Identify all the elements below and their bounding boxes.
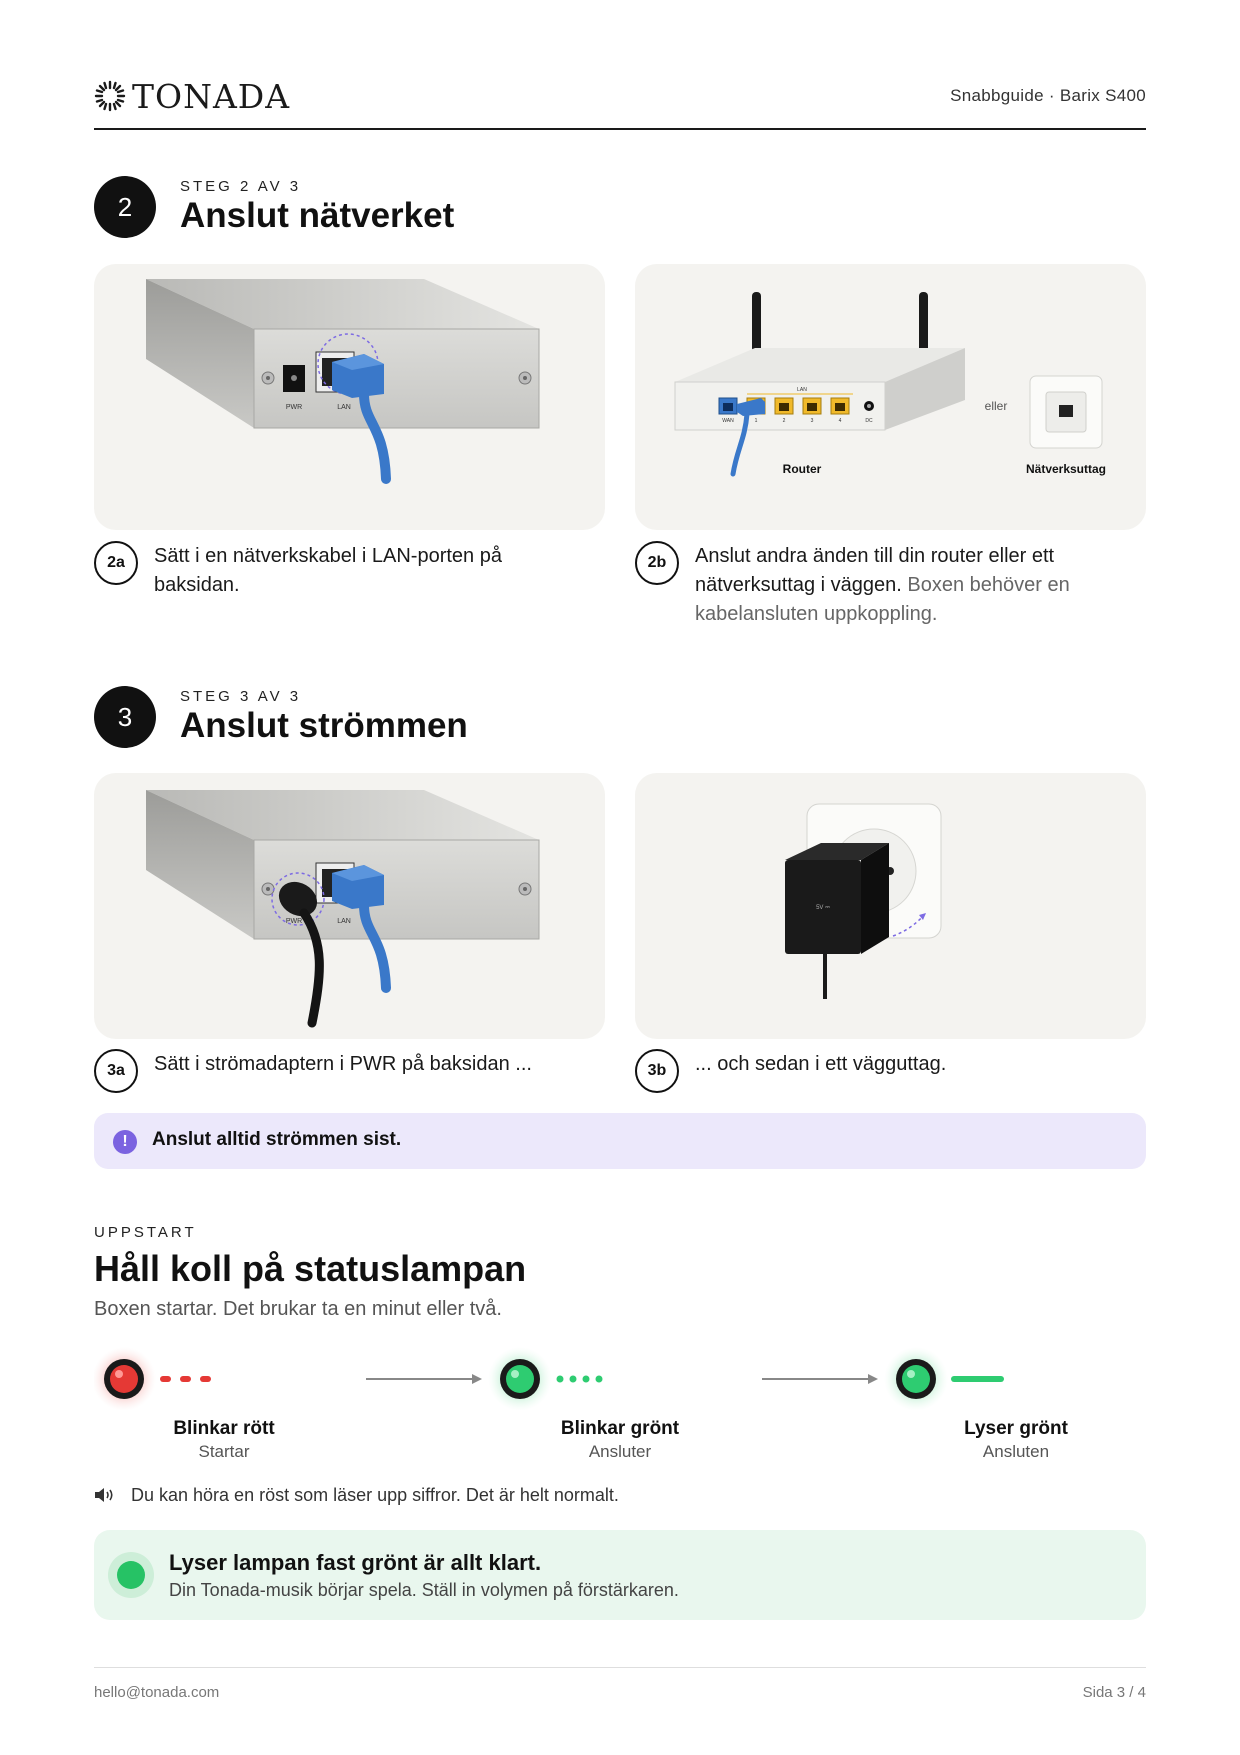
startup-subtitle: Boxen startar. Det brukar ta en minut eller två. [94, 1298, 502, 1320]
caption-badge: 3a [94, 1049, 138, 1093]
audio-note-text: Du kan höra en röst som läser upp siffror. Det är helt normalt. [131, 1484, 619, 1505]
step-kicker: STEG 3 AV 3 [180, 688, 302, 705]
page [94, 0, 1146, 1755]
caption-text: ... och sedan i ett vägguttag. [695, 1053, 947, 1075]
state-sub: Ansluten [982, 1442, 1050, 1461]
blink-dash [200, 1376, 211, 1382]
success-title: Lyser lampan fast grönt är allt klart. [169, 1550, 542, 1575]
blink-dot [596, 1376, 603, 1383]
state-label: Blinkar rött [173, 1418, 275, 1439]
state-label: Lyser grönt [964, 1418, 1068, 1439]
success-text: Din Tonada-musik börjar spela. Ställ in volymen på förstärkaren. [169, 1580, 679, 1600]
router-lan-label: LAN [797, 387, 807, 393]
exclamation-icon: ! [113, 1130, 137, 1154]
router-illustration [635, 264, 1146, 530]
illustration-box-lan [94, 264, 605, 530]
tonada-sunburst-icon [94, 80, 126, 112]
pwr-port-label: PWR [285, 918, 303, 925]
status-lamp-diagram [94, 1340, 1146, 1410]
caption-badge: 2b [635, 541, 679, 585]
or-label: eller [984, 399, 1008, 413]
blink-dash [180, 1376, 191, 1382]
adapter-rating-label: 5V ⎓ [816, 905, 830, 911]
illustration-wall-outlet [635, 773, 1146, 1039]
port-4-label: 4 [838, 418, 842, 424]
note-text: Anslut alltid strömmen sist. [152, 1129, 402, 1150]
brand-name: TONADA [132, 76, 291, 116]
illustration-router [635, 264, 1146, 530]
caption-text: Sätt i strömadaptern i PWR på baksidan ... [154, 1053, 532, 1075]
success-box [94, 1530, 1146, 1620]
blink-dash [160, 1376, 171, 1382]
blink-dot [557, 1376, 564, 1383]
power-last-note [94, 1113, 1146, 1169]
caption-text: Anslut andra änden till din router eller ett nätverksuttag i väggen. [695, 545, 1055, 596]
green-dot-icon [108, 1552, 154, 1598]
box-power-illustration [94, 773, 605, 1039]
illustration-box-power [94, 773, 605, 1039]
step-title: Anslut nätverket [180, 196, 455, 235]
caption-badge: 2a [94, 541, 138, 585]
contact-email: hello@tonada.com [94, 1684, 220, 1701]
caption-text-container [695, 542, 1125, 629]
step-number: 2 [94, 176, 156, 238]
port-1-label: 1 [754, 418, 758, 424]
port-2-label: 2 [782, 418, 786, 424]
step-title: Anslut strömmen [180, 706, 468, 745]
caption-muted-text: Boxen behöver en kabelansluten uppkoppling. [695, 574, 1070, 625]
wan-label: WAN [722, 418, 734, 424]
step-3-heading [94, 686, 1146, 750]
caption-text: Sätt i en nätverkskabel i LAN-porten på baksidan. [154, 545, 502, 596]
startup-title: Håll koll på statuslampan [94, 1248, 527, 1289]
page-header [94, 74, 1146, 130]
document-title: Snabbguide · Barix S400 [950, 86, 1146, 105]
router-label: Router [782, 462, 822, 476]
state-sub: Ansluter [588, 1442, 652, 1461]
solid-bar [951, 1376, 1004, 1382]
step-kicker: STEG 2 AV 3 [180, 178, 302, 195]
box-lan-illustration [94, 264, 605, 530]
page-footer [94, 1667, 1146, 1707]
pwr-port-label: PWR [285, 404, 303, 411]
state-sub: Startar [198, 1442, 250, 1461]
status-lamp-sequence [94, 1340, 1146, 1470]
blink-dot [570, 1376, 577, 1383]
lan-port-label: LAN [337, 918, 351, 925]
page-number: Sida 3 / 4 [1082, 1684, 1146, 1701]
adapter-outlet-illustration [635, 773, 1146, 1039]
speaker-icon [94, 1486, 116, 1504]
step-number: 3 [94, 686, 156, 748]
lan-port-label: LAN [337, 404, 351, 411]
caption-badge: 3b [635, 1049, 679, 1093]
wall-socket-label: Nätverksuttag [1025, 462, 1107, 476]
state-label: Blinkar grönt [560, 1418, 680, 1439]
blink-dot [583, 1376, 590, 1383]
brand-logo [94, 74, 290, 118]
step-2-heading [94, 176, 1146, 240]
startup-kicker: UPPSTART [94, 1224, 197, 1241]
port-3-label: 3 [810, 418, 814, 424]
dc-label: DC [865, 418, 873, 424]
audio-note [94, 1482, 619, 1508]
